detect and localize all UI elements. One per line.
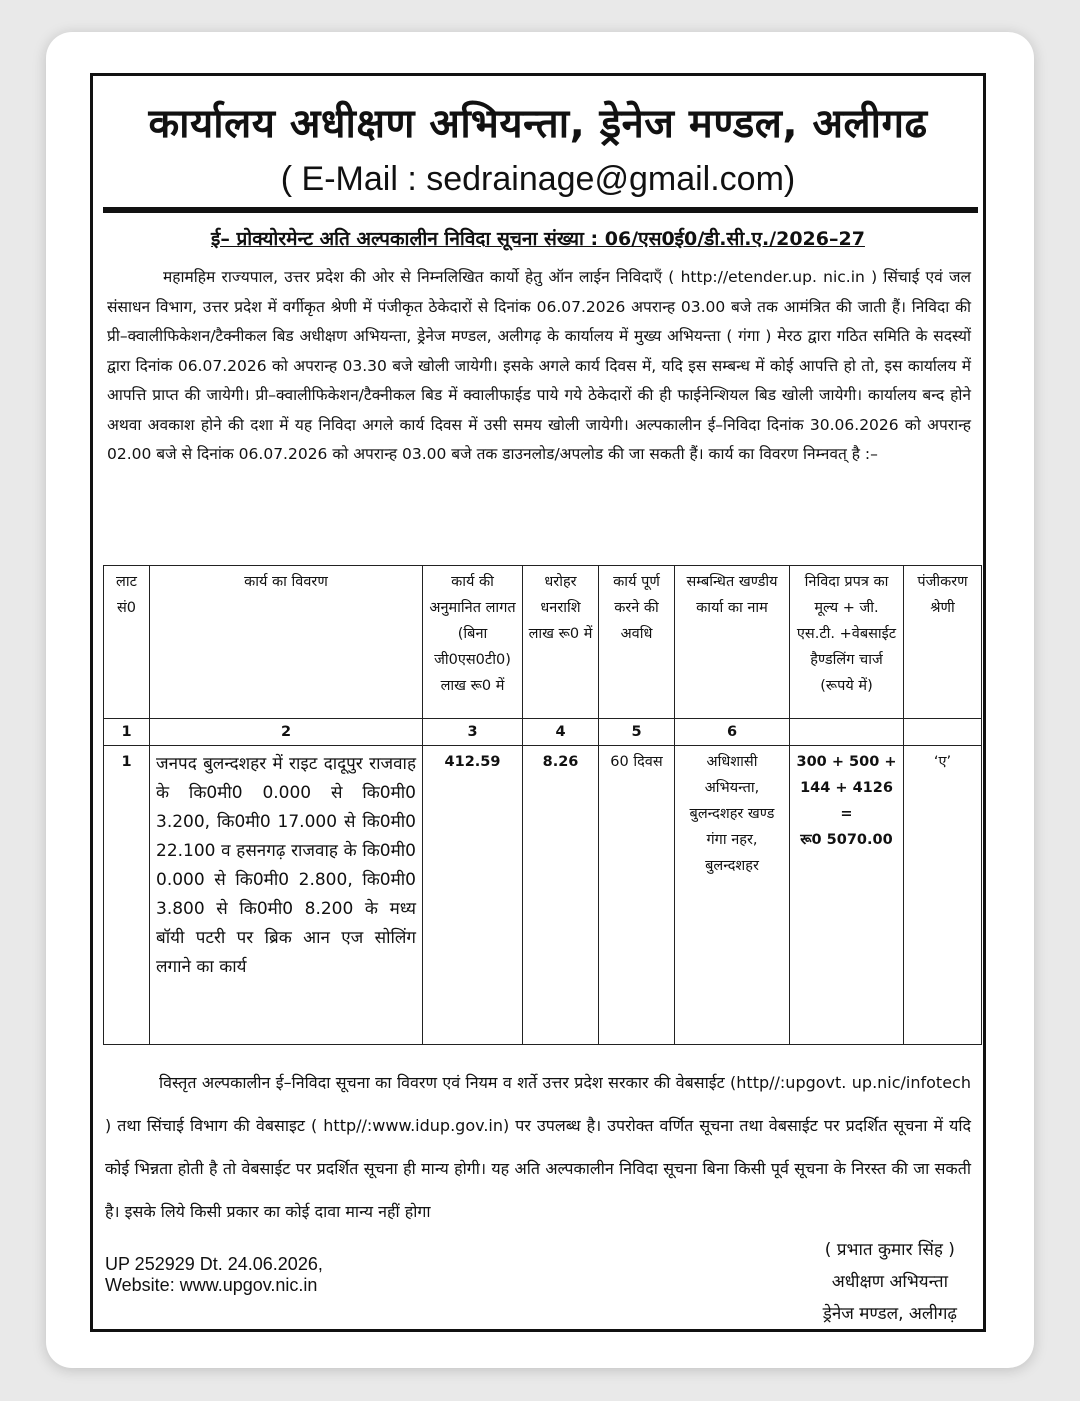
registration-category: ‘ए’ (904, 746, 982, 1045)
office-email: ( E-Mail : sedrainage@gmail.com) (280, 160, 796, 198)
division-name: अधिशासी अभियन्ता, बुलन्दशहर खण्ड गंगा नहर, बुलन्दशहर (675, 746, 790, 1045)
column-number: 3 (423, 719, 523, 746)
column-number: 2 (150, 719, 423, 746)
office-title: कार्यालय अधीक्षण अभियन्ता, ड्रेनेज मण्डल, अलीगढ (148, 101, 928, 147)
header-cell: कार्य का विवरण (150, 566, 423, 719)
publication-reference (105, 1254, 323, 1296)
completion-period: 60 दिवस (599, 746, 675, 1045)
table-header-row (104, 566, 982, 719)
tender-fee-line: 300 + 500 + (796, 754, 897, 770)
signature-block (823, 1234, 957, 1330)
header-cell: लाट सं0 (104, 566, 150, 719)
signatory-title: अधीक्षण अभियन्ता (831, 1272, 948, 1292)
lot-number: 1 (104, 746, 150, 1045)
header-cell: सम्बन्धित खण्डीय कार्या का नाम (675, 566, 790, 719)
column-number: 5 (599, 719, 675, 746)
column-number (904, 719, 982, 746)
header-cell: कार्य पूर्ण करने की अवधि (599, 566, 675, 719)
table-row (104, 746, 982, 1045)
tender-notice (90, 73, 986, 1332)
column-number: 4 (523, 719, 599, 746)
intro-paragraph: महामहिम राज्यपाल, उत्तर प्रदेश की ओर से निम्नलिखित कार्यो हेतु ऑन लाईन निविदाएँ ( http://etender.up. nic.in ) सिंचाई एवं जल संसाधन विभाग, उत्तर प्रदेश में वर्गीकृत श्रेणी में पंजीकृत ठेकेदारों से दिनांक 06.07.2026 अपरान्ह 03.00 बजे तक आमंत्रित की जाती हैं। निविदा की प्री–क्वालीफिकेशन/टैक्नीकल बिड अधीक्षण अभियन्ता, ड्रेनेज मण्डल, अलीगढ़ के कार्यालय में मुख्य अभियन्ता ( गंगा ) मेरठ द्वारा गठित समिति के सदस्यों द्वारा दिनांक 06.07.2026 को अपरान्ह 03.30 बजे खोली जायेगी। इसके अगले कार्य दिवस में, यदि इस सम्बन्ध में कोई आपत्ति हो तो, इस कार्यालय में आपत्ति प्राप्त की जायेगी। प्री–क्वालीफिकेशन/टैक्नीकल बिड में क्वालीफाईड पाये गये ठेकेदारों की ही फाईनेन्शियल बिड खोली जायेगी। कार्यालय बन्द होने अथवा अवकाश होने की दशा में यह निविदा अगले कार्य दिवस में उसी समय खोली जायेगी। अल्पकालीन ई–निविदा दिनांक 30.06.2026 को अपरान्ह 02.00 बजे से दिनांक 06.07.2026 को अपरान्ह 03.00 बजे तक डाउनलोड/अपलोड की जा सकती हैं। कार्य का विवरण निम्नवत् है :– (107, 268, 971, 463)
website-line: Website: www.upgov.nic.in (105, 1275, 318, 1295)
signatory-office: ड्रेनेज मण्डल, अलीगढ़ (822, 1304, 957, 1324)
column-number: 6 (675, 719, 790, 746)
tender-fee-line: रू0 5070.00 (800, 832, 893, 848)
earnest-money: 8.26 (523, 746, 599, 1045)
work-description: जनपद बुलन्दशहर में राइट दादूपुर राजवाह के कि0मी0 0.000 से कि0मी0 3.200, कि0मी0 17.000 से कि0मी0 22.100 व हसनगढ़ राजवाह के कि0मी0 0.000 से कि0मी0 2.800, कि0मी0 3.800 से कि0मी0 8.200 के मध्य बॉयी पटरी पर ब्रिक आन एज सोलिंग लगाने का कार्य (150, 746, 423, 1045)
closing-paragraph: विस्तृत अल्पकालीन ई–निविदा सूचना का विवरण एवं नियम व शर्ते उत्तर प्रदेश सरकार की वेबसाईट (http//:upgovt. up.nic/infotech ) तथा सिंचाई विभाग की वेबसाइट ( http//:www.idup.gov.in) पर उपलब्ध है। उपरोक्त वर्णित सूचना तथा वेबसाईट पर प्रदर्शित सूचना में यदि कोई भिन्नता होती है तो वेबसाईट पर प्रदर्शित सूचना ही मान्य होगी। यह अति अल्पकालीन निविदा सूचना बिना किसी पूर्व सूचना के निरस्त की जा सकती है। इसके लिये किसी प्रकार का कोई दावा मान्य नहीं होगा (105, 1073, 971, 1221)
header-cell: धरोहर धनराशि लाख रू0 में (523, 566, 599, 719)
tender-fee-line: = (840, 806, 853, 822)
tender-fee (790, 746, 904, 1045)
tender-fee-line: 144 + 4126 (800, 780, 893, 796)
header-cell: कार्य की अनुमानित लागत (बिना जी0एस0टी0) लाख रू0 में (423, 566, 523, 719)
column-number: 1 (104, 719, 150, 746)
header-rule (103, 207, 978, 213)
header-cell: निविदा प्रपत्र का मूल्य + जी. एस.टी. +वेबसाईट हैण्डलिंग चार्ज (रूपये में) (790, 566, 904, 719)
reference-line: UP 252929 Dt. 24.06.2026, (105, 1254, 323, 1274)
works-table (103, 565, 982, 1045)
column-number (790, 719, 904, 746)
header-cell: पंजीकरण श्रेणी (904, 566, 982, 719)
signatory-name: ( प्रभात कुमार सिंह ) (824, 1240, 955, 1260)
estimated-cost: 412.59 (423, 746, 523, 1045)
notice-heading: ई– प्रोक्योरमेन्ट अति अल्पकालीन निविदा सूचना संख्या : 06/एस0ई0/डी.सी.ए./2026–27 (211, 228, 865, 250)
column-number-row (104, 719, 982, 746)
